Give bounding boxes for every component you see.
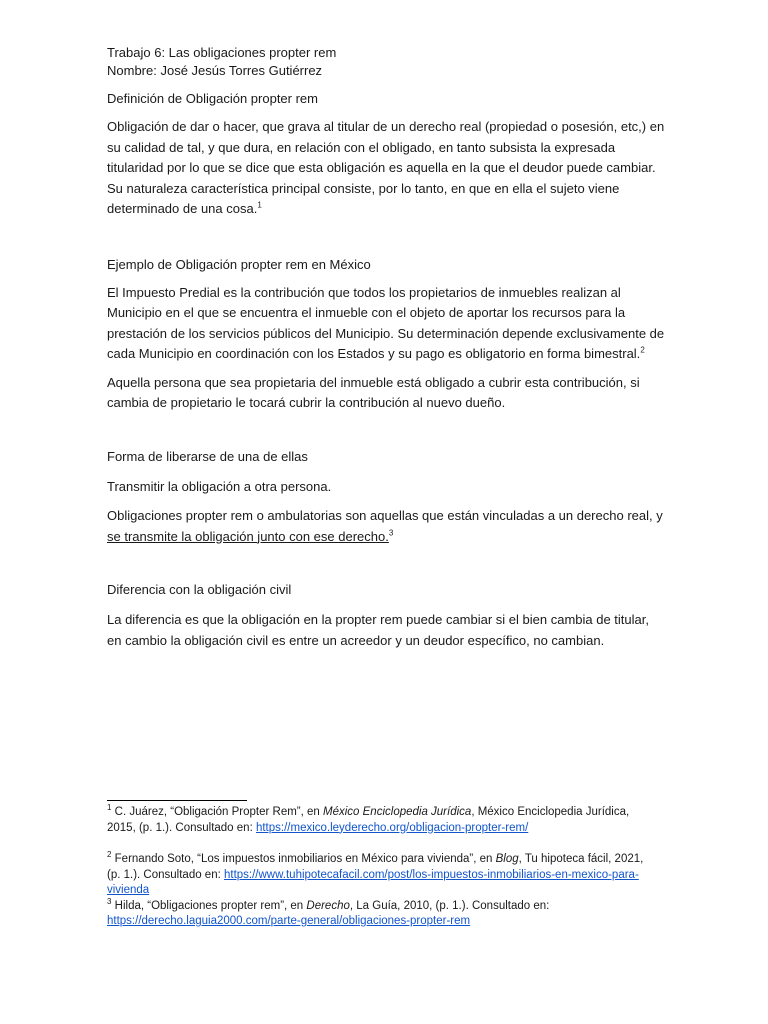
author-name: Nombre: José Jesús Torres Gutiérrez (107, 63, 323, 78)
example-heading: Ejemplo de Obligación propter rem en México (107, 256, 371, 272)
footnote-1-number: 1 (107, 803, 112, 813)
definition-text: Obligación de dar o hacer, que grava al titular de un derecho real (propiedad o posesión, etc,) en su calidad de tal, y que dura, en relación con el obligado, en tanto subsista la expresada titularidad por lo que se dice que esta obligación es aquella en la que el deudor puede cambiar. Su naturaleza característica principal consiste, por lo tanto, en que en ella el sujeto viene determinado de una cosa. (107, 119, 665, 216)
footnote-separator (107, 800, 247, 801)
release-paragraph-1: Transmitir la obligación a otra persona. (107, 478, 332, 494)
footnote-1 (107, 805, 652, 836)
release-paragraph-2 (107, 506, 667, 547)
example-text-1: El Impuesto Predial es la contribución que todos los propietarios de inmuebles realizan al Municipio en el que se encuentra el inmueble con el objeto de aportar los recursos para la prestación de los servicios públicos del Municipio. Su determinación depende exclusivamente de cada Municipio en coordinación con los Estados y su pago es obligatorio en forma bimestral. (107, 284, 665, 361)
assignment-title: Trabajo 6: Las obligaciones propter rem (107, 45, 337, 60)
footnote-3 (107, 896, 652, 930)
footnote-1-italic: México Enciclopedia Jurídica (323, 806, 472, 818)
footnote-3-italic: Derecho (306, 899, 350, 912)
footnote-3-link[interactable]: https://derecho.laguia2000.com/parte-general/obligaciones-propter-rem (107, 915, 471, 927)
example-paragraph-1 (107, 283, 667, 365)
release-text-plain: Obligaciones propter rem o ambulatorias son aquellas que están vinculadas a un derecho real, y (107, 508, 663, 523)
footnote-ref-2[interactable]: 2 (640, 345, 645, 355)
footnote-1-link[interactable]: https://mexico.leyderecho.org/obligacion-propter-rem/ (255, 821, 529, 834)
definition-paragraph (107, 117, 667, 220)
footnote-3-text-a: Hilda, “Obligaciones propter rem”, en (111, 899, 307, 912)
example-paragraph-2: Aquella persona que sea propietaria del inmueble está obligado a cubrir esta contribución, si cambia de propietario le tocará cubrir la contribución al nuevo dueño. (107, 374, 640, 410)
footnote-3-text-b: , La Guía, 2010, (p. 1.). Consultado en: (349, 899, 550, 912)
footnote-2-link[interactable]: https://www.tuhipotecafacil.com/post/los-impuestos-inmobiliarios-en-mexico-para-vivienda (107, 868, 639, 896)
document-body (107, 44, 667, 651)
footnotes-section (107, 800, 652, 930)
definition-heading: Definición de Obligación propter rem (107, 91, 318, 106)
footnote-2-text-b: , Tu hipoteca fácil, 2021, (p. 1.). Consultado en: (107, 853, 644, 881)
footnote-2-text-a: Fernando Soto, “Los impuestos inmobiliarios en México para vivienda”, en (111, 853, 496, 865)
footnote-1-text-a: C. Juárez, “Obligación Propter Rem”, en (111, 806, 324, 818)
footnote-2-italic: Blog (495, 853, 519, 865)
footnote-2-number: 2 (107, 850, 112, 860)
release-heading: Forma de liberarse de una de ellas (107, 448, 308, 464)
difference-heading: Diferencia con la obligación civil (107, 582, 292, 597)
difference-paragraph: La diferencia es que la obligación en la propter rem puede cambiar si el bien cambia de titular, en cambio la obligación civil es entre un acreedor y un deudor específico, no cambian. (107, 612, 649, 648)
footnote-ref-3[interactable]: 3 (388, 528, 394, 538)
footnote-3-number: 3 (107, 896, 112, 906)
footnote-ref-1[interactable]: 1 (257, 200, 262, 210)
footnote-1-text-b: , México Enciclopedia Jurídica, 2015, (p. 1.). Consultado en: (107, 806, 630, 834)
footnote-2 (107, 852, 652, 899)
release-text-underlined: se transmite la obligación junto con ese derecho. (107, 528, 389, 544)
